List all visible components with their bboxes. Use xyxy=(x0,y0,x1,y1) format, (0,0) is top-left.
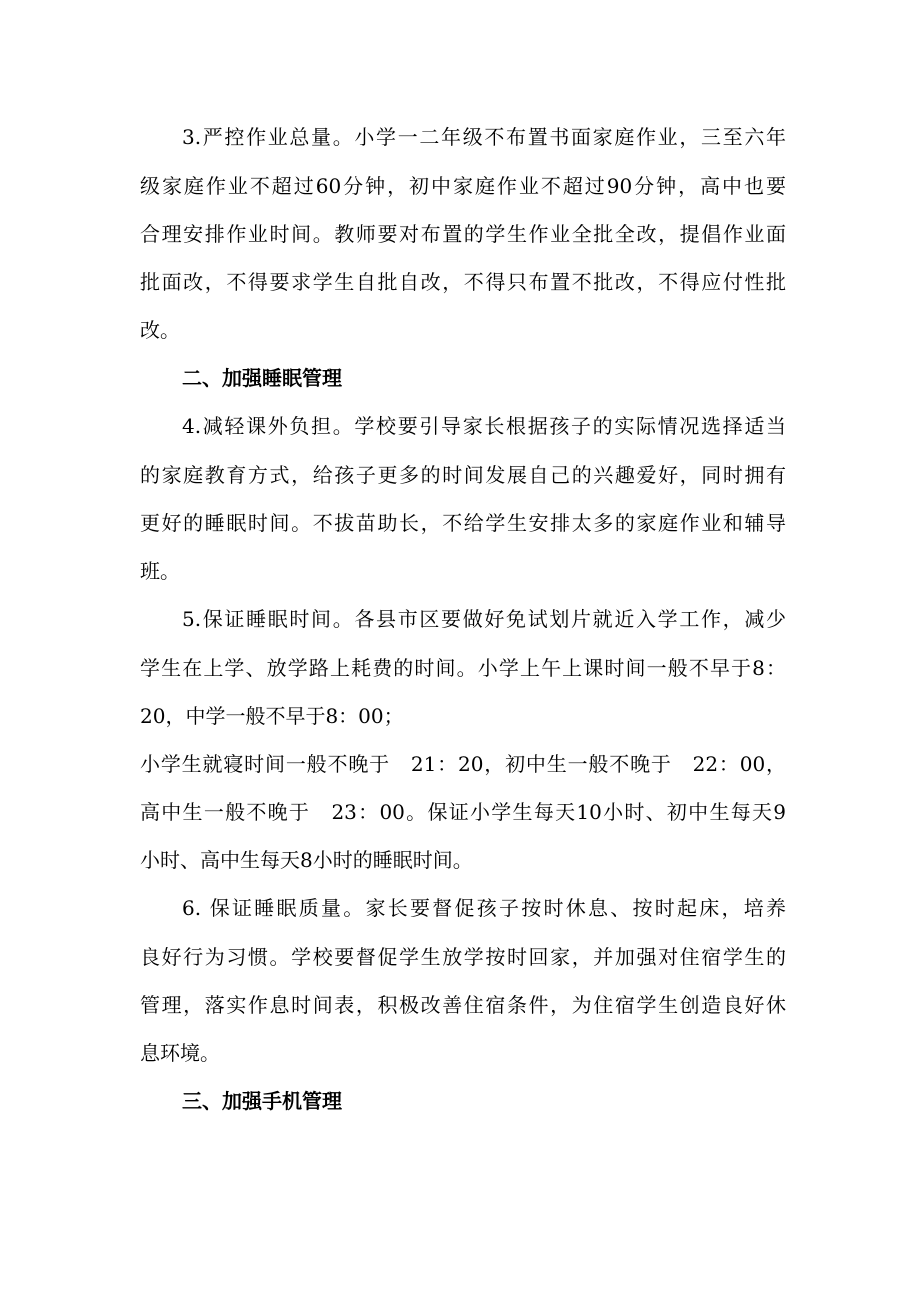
text-line: 小学生就寝时间一般不晚于 21：20，初中生一般不晚于 22：00， xyxy=(140,752,786,776)
text-line: 6. 保证睡眠质量。家长要督促孩子按时休息、按时起床，培养 xyxy=(182,896,786,920)
text-line: 级家庭作业不超过60分钟，初中家庭作业不超过90分钟，高中也要 xyxy=(140,174,786,198)
text-line: 学生在上学、放学路上耗费的时间。小学上午上课时间一般不早于8： xyxy=(140,656,786,680)
text-line: 息环境。 xyxy=(140,1041,220,1065)
text-line: 班。 xyxy=(140,559,180,583)
text-line: 良好行为习惯。学校要督促学生放学按时回家，并加强对住宿学生的 xyxy=(140,945,786,969)
text-line: 批面改，不得要求学生自批自改，不得只布置不批改，不得应付性批 xyxy=(140,270,786,294)
text-line: 管理，落实作息时间表，积极改善住宿条件，为住宿学生创造良好休 xyxy=(140,993,786,1017)
section-heading: 二、加强睡眠管理 xyxy=(182,366,342,390)
text-line: 3.严控作业总量。小学一二年级不布置书面家庭作业，三至六年 xyxy=(182,125,786,149)
text-line: 改。 xyxy=(140,318,180,342)
section-heading: 三、加强手机管理 xyxy=(182,1089,342,1113)
text-line: 小时、高中生每天8小时的睡眠时间。 xyxy=(140,848,473,872)
text-line: 5.保证睡眠时间。各县市区要做好免试划片就近入学工作，减少 xyxy=(182,607,786,631)
text-line: 的家庭教育方式，给孩子更多的时间发展自己的兴趣爱好，同时拥有 xyxy=(140,463,786,487)
text-line: 20，中学一般不早于8：00； xyxy=(140,704,404,728)
text-line: 4.减轻课外负担。学校要引导家长根据孩子的实际情况选择适当 xyxy=(182,414,786,438)
text-line: 高中生一般不晚于 23：00。保证小学生每天10小时、初中生每天9 xyxy=(140,800,786,824)
text-line: 合理安排作业时间。教师要对布置的学生作业全批全改，提倡作业面 xyxy=(140,222,786,246)
text-line: 更好的睡眠时间。不拔苗助长，不给学生安排太多的家庭作业和辅导 xyxy=(140,511,786,535)
